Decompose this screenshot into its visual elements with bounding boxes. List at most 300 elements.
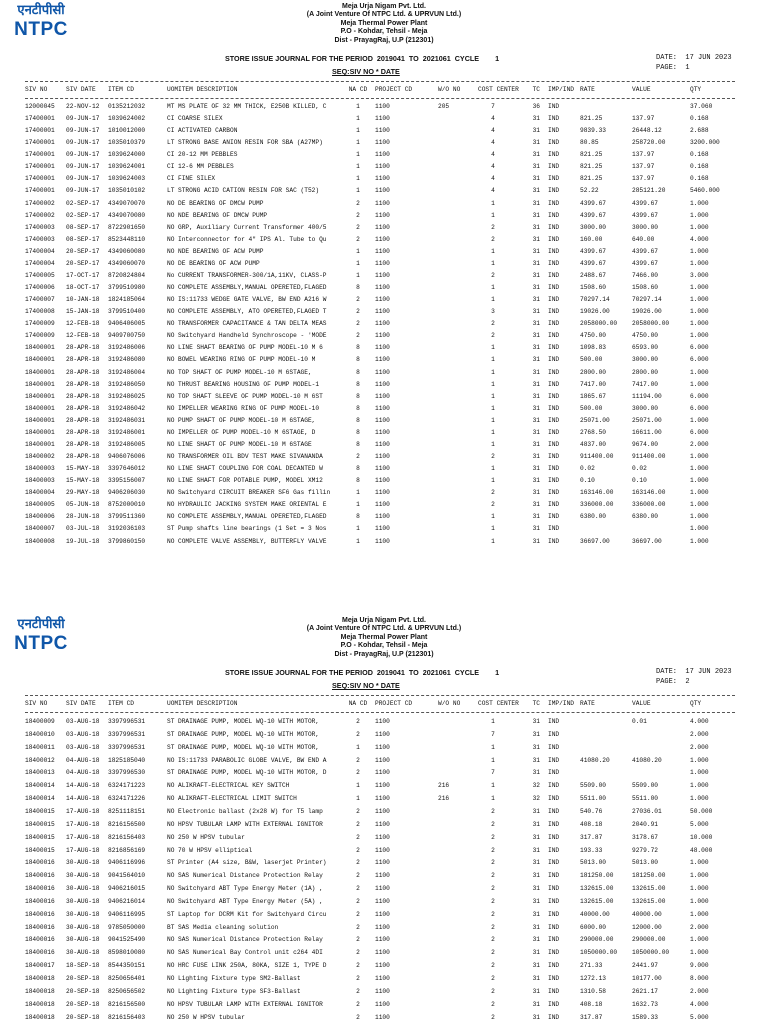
siv-no-cell: 17400001 <box>25 151 55 159</box>
item-code-cell: 3397996531 <box>108 743 146 751</box>
table-header <box>0 698 768 710</box>
siv-no-cell: 18400013 <box>25 769 55 777</box>
siv-no-cell: 18400016 <box>25 897 55 905</box>
uom-cell: NO <box>167 368 175 376</box>
qty-cell: 1.000 <box>690 259 709 267</box>
na-cd-cell: 2 <box>356 859 360 867</box>
tc-cell: 31 <box>532 296 540 304</box>
value-cell: 5013.00 <box>632 859 658 867</box>
wo-no-cell: 205 <box>438 103 450 110</box>
uom-cell: ST <box>167 859 175 867</box>
tc-cell: 31 <box>532 987 540 995</box>
imp-ind-cell: IND <box>548 404 560 412</box>
project-cd-cell: 1100 <box>375 332 390 340</box>
siv-no-cell: 17400002 <box>25 199 55 207</box>
tc-cell: 31 <box>532 936 540 944</box>
siv-no-cell: 18400001 <box>25 428 55 436</box>
column-header-item-description: ITEM DESCRIPTION <box>178 86 238 93</box>
value-cell: 6593.00 <box>632 344 658 352</box>
qty-cell: 1.000 <box>690 501 709 509</box>
item-code-cell: 3397996531 <box>108 730 146 738</box>
item-description-cell: TOP SHAFT OF PUMP MODEL-10 M 6STAGE, <box>178 368 312 376</box>
qty-cell: 1.000 <box>690 380 709 388</box>
table-row <box>0 198 768 210</box>
period-to-label: TO <box>408 668 419 677</box>
item-code-cell: 3192486005 <box>108 440 146 448</box>
project-cd-cell: 1100 <box>375 187 390 195</box>
qty-cell: 1.000 <box>690 525 709 533</box>
siv-date-cell: 20-SEP-18 <box>66 987 100 995</box>
uom-cell: NO <box>167 489 175 497</box>
project-cd-cell: 1100 <box>375 175 390 183</box>
item-description-cell: PUMP SHAFT OF PUMP MODEL-10 M 6STAGE, <box>178 416 316 424</box>
imp-ind-cell: IND <box>548 525 560 533</box>
value-cell: 3000.00 <box>632 404 658 412</box>
item-code-cell: 3799510980 <box>108 284 146 292</box>
na-cd-cell: 1 <box>356 489 360 497</box>
item-description-cell: DRAINAGE PUMP, MODEL WQ-10 WITH MOTOR, <box>178 718 320 725</box>
item-code-cell: 8720824804 <box>108 271 146 279</box>
table-row <box>0 391 768 403</box>
qty-cell: 1.000 <box>690 910 709 918</box>
siv-date-cell: 18-OCT-17 <box>66 284 100 292</box>
project-cd-cell: 1100 <box>375 259 390 267</box>
item-code-cell: 1039624001 <box>108 163 146 171</box>
tc-cell: 31 <box>532 428 540 436</box>
na-cd-cell: 1 <box>356 151 360 159</box>
cost-center-cell: 2 <box>491 332 495 340</box>
item-description-cell: TRANSFORMER OIL BDV TEST MAKE SIVANANDA <box>178 453 323 461</box>
siv-no-cell: 17400008 <box>25 308 55 316</box>
imp-ind-cell: IND <box>548 537 560 545</box>
item-description-cell: Pump shafts line bearings (1 Set = 3 Nos <box>178 525 327 533</box>
table-row <box>0 793 768 805</box>
rate-cell: 1098.83 <box>580 344 606 352</box>
item-description-cell: DE BEARING OF ACW PUMP <box>178 259 260 267</box>
item-description-cell: IS:11733 PARABOLIC GLOBE VALVE, BW END A <box>178 756 327 764</box>
uom-cell: NO <box>167 975 175 982</box>
siv-date-cell: 18-SEP-18 <box>66 962 100 970</box>
siv-no-cell: 18400018 <box>25 1013 55 1021</box>
item-description-cell: GRP, Auxiliary Current Transformer 400/5 <box>178 223 327 231</box>
siv-date-cell: 17-AUG-18 <box>66 820 100 828</box>
item-description-cell: SAS Numerical Distance Protection Relay <box>178 936 323 944</box>
item-code-cell: 8752000010 <box>108 501 146 509</box>
qty-cell: 1.000 <box>690 897 709 905</box>
na-cd-cell: 8 <box>356 392 360 400</box>
table-row <box>0 973 768 985</box>
uom-cell: NO <box>167 756 175 764</box>
siv-date-cell: 17-AUG-18 <box>66 807 100 815</box>
rate-cell: 40000.00 <box>580 910 610 918</box>
sequence-label: SEQ:SIV NO * DATE <box>332 681 400 690</box>
siv-date-cell: 02-SEP-17 <box>66 199 100 207</box>
item-description-cell: DRAINAGE PUMP, MODEL WQ-10 WITH MOTOR, D <box>178 769 327 777</box>
item-description-cell: IMPELLER OF PUMP MODEL-10 M 6STAGE, D <box>178 428 316 436</box>
qty-cell: 5.000 <box>690 820 709 828</box>
imp-ind-cell: IND <box>548 807 560 815</box>
item-code-cell: 9406406005 <box>108 320 146 328</box>
tc-cell: 31 <box>532 284 540 292</box>
tc-cell: 31 <box>532 537 540 545</box>
na-cd-cell: 2 <box>356 910 360 918</box>
imp-ind-cell: IND <box>548 949 560 957</box>
siv-no-cell: 18400014 <box>25 782 55 790</box>
project-cd-cell: 1100 <box>375 428 390 436</box>
imp-ind-cell: IND <box>548 344 560 352</box>
imp-ind-cell: IND <box>548 175 560 183</box>
cost-center-cell: 1 <box>491 404 495 412</box>
column-header-imp-ind: IMP/IND <box>548 700 574 707</box>
date-label: DATE: <box>656 668 678 676</box>
uom-cell: NO <box>167 247 175 255</box>
siv-date-cell: 03-JUL-18 <box>66 525 100 533</box>
rate-cell: 181250.00 <box>580 872 614 880</box>
rate-cell: 500.00 <box>580 404 603 412</box>
imp-ind-cell: IND <box>548 380 560 388</box>
tc-cell: 31 <box>532 416 540 424</box>
table-row <box>0 210 768 222</box>
na-cd-cell: 1 <box>356 271 360 279</box>
item-code-cell: 8251118151 <box>108 807 146 815</box>
uom-cell: NO <box>167 235 175 243</box>
table-row <box>0 403 768 415</box>
uom-cell: NO <box>167 1013 175 1021</box>
item-code-cell: 1039624000 <box>108 151 146 159</box>
siv-no-cell: 18400002 <box>25 453 55 461</box>
imp-ind-cell: IND <box>548 846 560 854</box>
uom-cell: NO <box>167 962 175 970</box>
table-row <box>0 716 768 728</box>
qty-cell: 2.000 <box>690 987 709 995</box>
imp-ind-cell: IND <box>548 368 560 376</box>
project-cd-cell: 1100 <box>375 807 390 815</box>
rate-cell: 821.25 <box>580 151 603 159</box>
project-cd-cell: 1100 <box>375 795 390 803</box>
table-row <box>0 819 768 831</box>
cost-center-cell: 2 <box>491 923 495 931</box>
siv-date-cell: 30-AUG-18 <box>66 897 100 905</box>
cost-center-cell: 2 <box>491 223 495 231</box>
project-cd-cell: 1100 <box>375 846 390 854</box>
tc-cell: 31 <box>532 127 540 135</box>
siv-no-cell: 18400012 <box>25 756 55 764</box>
value-cell: 26448.12 <box>632 127 662 135</box>
item-description-cell: LINE SHAFT OF PUMP MODEL-10 M 6STAGE <box>178 440 312 448</box>
rate-cell: 5509.00 <box>580 782 606 790</box>
siv-no-cell: 18400003 <box>25 465 55 473</box>
table-row <box>0 960 768 972</box>
rate-cell: 36697.00 <box>580 537 610 545</box>
tc-cell: 31 <box>532 897 540 905</box>
qty-cell: 1.000 <box>690 859 709 867</box>
siv-no-cell: 17400003 <box>25 223 55 231</box>
table-row <box>0 947 768 959</box>
imp-ind-cell: IND <box>548 923 560 931</box>
siv-date-cell: 17-OCT-17 <box>66 271 100 279</box>
qty-cell: 50.000 <box>690 807 713 815</box>
siv-date-cell: 20-SEP-18 <box>66 1013 100 1021</box>
siv-no-cell: 17400001 <box>25 139 55 147</box>
project-cd-cell: 1100 <box>375 885 390 893</box>
qty-cell: 1.000 <box>690 453 709 461</box>
item-description-cell: HPSV TUBULAR LAMP WITH EXTERNAL IGNITOR <box>178 1000 323 1008</box>
qty-cell: 1.000 <box>690 416 709 424</box>
siv-date-cell: 08-SEP-17 <box>66 235 100 243</box>
uom-cell: ST <box>167 730 175 738</box>
qty-cell: 2.000 <box>690 730 709 738</box>
table-row <box>0 415 768 427</box>
company-line: (A Joint Venture Of NTPC Ltd. & UPRVUN Ltd.) <box>306 625 462 633</box>
siv-date-cell: 12-FEB-18 <box>66 332 100 340</box>
item-description-cell: DRAINAGE PUMP, MODEL WQ-10 WITH MOTOR, <box>178 743 320 751</box>
rate-cell: 25071.00 <box>580 416 610 424</box>
uom-cell: NO <box>167 897 175 905</box>
tc-cell: 31 <box>532 820 540 828</box>
uom-cell: NO <box>167 404 175 412</box>
cost-center-cell: 2 <box>491 885 495 893</box>
siv-no-cell: 18400016 <box>25 949 55 957</box>
cost-center-cell: 2 <box>491 453 495 461</box>
imp-ind-cell: IND <box>548 465 560 473</box>
na-cd-cell: 2 <box>356 936 360 944</box>
period-from: 2019041 <box>376 54 405 63</box>
item-description-cell: TRANSFORMER CAPACITANCE & TAN DELTA MEAS <box>178 320 327 328</box>
rate-cell: 6000.00 <box>580 923 606 931</box>
item-code-cell: 3799510400 <box>108 308 146 316</box>
na-cd-cell: 2 <box>356 730 360 738</box>
cost-center-cell: 1 <box>491 416 495 424</box>
tc-cell: 31 <box>532 187 540 195</box>
item-description-cell: STRONG BASE ANION RESIN FOR SBA (A27MP) <box>178 139 323 147</box>
tc-cell: 31 <box>532 962 540 970</box>
na-cd-cell: 2 <box>356 296 360 304</box>
project-cd-cell: 1100 <box>375 296 390 304</box>
tc-cell: 31 <box>532 477 540 485</box>
table-row <box>0 536 768 548</box>
siv-no-cell: 18400011 <box>25 743 55 751</box>
rate-cell: 821.25 <box>580 175 603 183</box>
project-cd-cell: 1100 <box>375 284 390 292</box>
siv-date-cell: 28-APR-18 <box>66 428 100 436</box>
value-cell: 40000.00 <box>632 910 662 918</box>
uom-cell: NO <box>167 356 175 364</box>
siv-date-cell: 20-SEP-17 <box>66 247 100 255</box>
imp-ind-cell: IND <box>548 795 560 803</box>
rate-cell: 9839.33 <box>580 127 606 135</box>
item-description-cell: HRC FUSE LINK 250A, 80KA, SIZE 1, TYPE D <box>178 962 327 970</box>
cost-center-cell: 4 <box>491 139 495 147</box>
tc-cell: 31 <box>532 885 540 893</box>
uom-cell: NO <box>167 872 175 880</box>
siv-no-cell: 17400001 <box>25 187 55 195</box>
tc-cell: 36 <box>532 103 540 110</box>
siv-date-cell: 17-AUG-18 <box>66 846 100 854</box>
project-cd-cell: 1100 <box>375 139 390 147</box>
item-code-cell: 8722901650 <box>108 223 146 231</box>
project-cd-cell: 1100 <box>375 501 390 509</box>
cycle-value: 1 <box>495 54 500 63</box>
cycle-value: 1 <box>495 668 500 677</box>
item-description-cell: MS PLATE OF 32 MM THICK, E250B KILLED, C <box>178 103 327 110</box>
value-cell: 137.97 <box>632 151 655 159</box>
siv-date-cell: 28-APR-18 <box>66 368 100 376</box>
cost-center-cell: 1 <box>491 247 495 255</box>
na-cd-cell: 2 <box>356 885 360 893</box>
column-header-project-cd: PROJECT CD <box>375 700 413 707</box>
siv-date-cell: 15-JAN-18 <box>66 308 100 316</box>
rate-cell: 70297.14 <box>580 296 610 304</box>
table-row <box>0 173 768 185</box>
wo-no-cell: 216 <box>438 795 450 803</box>
imp-ind-cell: IND <box>548 440 560 448</box>
item-code-cell: 8216156500 <box>108 820 146 828</box>
item-code-cell: 9406216014 <box>108 897 146 905</box>
value-cell: 2441.97 <box>632 962 658 970</box>
item-description-cell: THRUST BEARING HOUSING OF PUMP MODEL-1 <box>178 380 320 388</box>
project-cd-cell: 1100 <box>375 833 390 841</box>
rate-cell: 336000.00 <box>580 501 614 509</box>
uom-cell: NO <box>167 513 175 521</box>
uom-cell: LT <box>167 187 175 195</box>
qty-cell: 1.000 <box>690 885 709 893</box>
project-cd-cell: 1100 <box>375 271 390 279</box>
item-description-cell: IS:11733 WEDGE GATE VALVE, BW END A216 W <box>178 296 327 304</box>
value-cell: 12000.00 <box>632 923 662 931</box>
rate-cell: 821.25 <box>580 115 603 123</box>
cost-center-cell: 2 <box>491 1013 495 1021</box>
item-code-cell: 3192486042 <box>108 404 146 412</box>
cost-center-cell: 1 <box>491 440 495 448</box>
na-cd-cell: 2 <box>356 235 360 243</box>
project-cd-cell: 1100 <box>375 1000 390 1008</box>
page-label: PAGE: <box>656 64 678 72</box>
value-cell: 2621.17 <box>632 987 658 995</box>
na-cd-cell: 8 <box>356 513 360 521</box>
uom-cell: MT <box>167 103 175 110</box>
siv-date-cell: 05-JUN-18 <box>66 501 100 509</box>
siv-no-cell: 18400014 <box>25 795 55 803</box>
table-row <box>0 934 768 946</box>
item-code-cell: 3192036103 <box>108 525 146 533</box>
company-line: P.O - Kohdar, Tehsil - Meja <box>340 28 428 36</box>
table-row <box>0 832 768 844</box>
column-header-value: VALUE <box>632 86 651 93</box>
na-cd-cell: 2 <box>356 211 360 219</box>
siv-date-cell: 09-JUN-17 <box>66 187 100 195</box>
siv-no-cell: 18400001 <box>25 440 55 448</box>
item-description-cell: DRAINAGE PUMP, MODEL WQ-10 WITH MOTOR, <box>178 730 320 738</box>
item-code-cell: 4349060070 <box>108 259 146 267</box>
value-cell: 4399.67 <box>632 247 658 255</box>
qty-cell: 1.000 <box>690 247 709 255</box>
table-row <box>0 149 768 161</box>
qty-cell: 1.000 <box>690 368 709 376</box>
item-code-cell: 8216156403 <box>108 1013 146 1021</box>
tc-cell: 31 <box>532 833 540 841</box>
rate-cell: 2768.50 <box>580 428 606 436</box>
cost-center-cell: 1 <box>491 465 495 473</box>
column-header-cost-center: COST CENTER <box>478 86 519 93</box>
tc-cell: 31 <box>532 465 540 473</box>
cost-center-cell: 2 <box>491 1000 495 1008</box>
siv-no-cell: 17400002 <box>25 211 55 219</box>
qty-cell: 1.000 <box>690 223 709 231</box>
item-code-cell: 8216856169 <box>108 846 146 854</box>
cost-center-cell: 1 <box>491 756 495 764</box>
siv-date-cell: 30-AUG-18 <box>66 885 100 893</box>
na-cd-cell: 1 <box>356 127 360 135</box>
tc-cell: 31 <box>532 859 540 867</box>
value-cell: 1508.60 <box>632 284 658 292</box>
tc-cell: 31 <box>532 308 540 316</box>
imp-ind-cell: IND <box>548 392 560 400</box>
cost-center-cell: 1 <box>491 211 495 219</box>
siv-no-cell: 18400015 <box>25 820 55 828</box>
imp-ind-cell: IND <box>548 872 560 880</box>
column-header-item-code: ITEM CD <box>108 86 134 93</box>
item-description-cell: 250 W HPSV tubular <box>178 1013 245 1021</box>
imp-ind-cell: IND <box>548 743 560 751</box>
rate-cell: 4750.00 <box>580 332 606 340</box>
uom-cell: NO <box>167 936 175 944</box>
qty-cell: 6.000 <box>690 344 709 352</box>
qty-cell: 1.000 <box>690 284 709 292</box>
item-description-cell: Interconnector for 4" IPS Al. Tube to Qu <box>178 235 327 243</box>
cost-center-cell: 1 <box>491 743 495 751</box>
column-header-value: VALUE <box>632 700 651 707</box>
column-header-cost-center: COST CENTER <box>478 700 519 707</box>
item-code-cell: 9041564010 <box>108 872 146 880</box>
value-cell: 16611.00 <box>632 428 662 436</box>
item-description-cell: Lighting Fixture type SM2-Ballast <box>178 975 301 982</box>
qty-cell: 3.000 <box>690 271 709 279</box>
item-code-cell: 4349070070 <box>108 199 146 207</box>
table-row <box>0 909 768 921</box>
siv-date-cell: 09-JUN-17 <box>66 163 100 171</box>
na-cd-cell: 2 <box>356 320 360 328</box>
rate-cell: 19026.00 <box>580 308 610 316</box>
page-number: 1 <box>685 64 690 72</box>
logo-hindi-text: एनटीपीसी <box>17 617 65 632</box>
siv-no-cell: 18400001 <box>25 368 55 376</box>
na-cd-cell: 2 <box>356 1000 360 1008</box>
na-cd-cell: 2 <box>356 332 360 340</box>
qty-cell: 1.000 <box>690 477 709 485</box>
cost-center-cell: 2 <box>491 910 495 918</box>
project-cd-cell: 1100 <box>375 756 390 764</box>
table-row <box>0 857 768 869</box>
uom-cell: NO <box>167 308 175 316</box>
item-code-cell: 3192486025 <box>108 392 146 400</box>
project-cd-cell: 1100 <box>375 368 390 376</box>
item-description-cell: LINE SHAFT FOR POTABLE PUMP, MODEL XM12 <box>178 477 323 485</box>
uom-cell: NO <box>167 259 175 267</box>
table-row <box>0 137 768 149</box>
rate-cell: 132615.00 <box>580 885 614 893</box>
na-cd-cell: 8 <box>356 344 360 352</box>
table-row <box>0 185 768 197</box>
uom-cell: NO <box>167 949 175 957</box>
cost-center-cell: 1 <box>491 296 495 304</box>
table-row <box>0 806 768 818</box>
table-row <box>0 999 768 1011</box>
uom-cell: NO <box>167 820 175 828</box>
value-cell: 6380.00 <box>632 513 658 521</box>
na-cd-cell: 1 <box>356 259 360 267</box>
tc-cell: 31 <box>532 247 540 255</box>
value-cell: 0.02 <box>632 465 647 473</box>
